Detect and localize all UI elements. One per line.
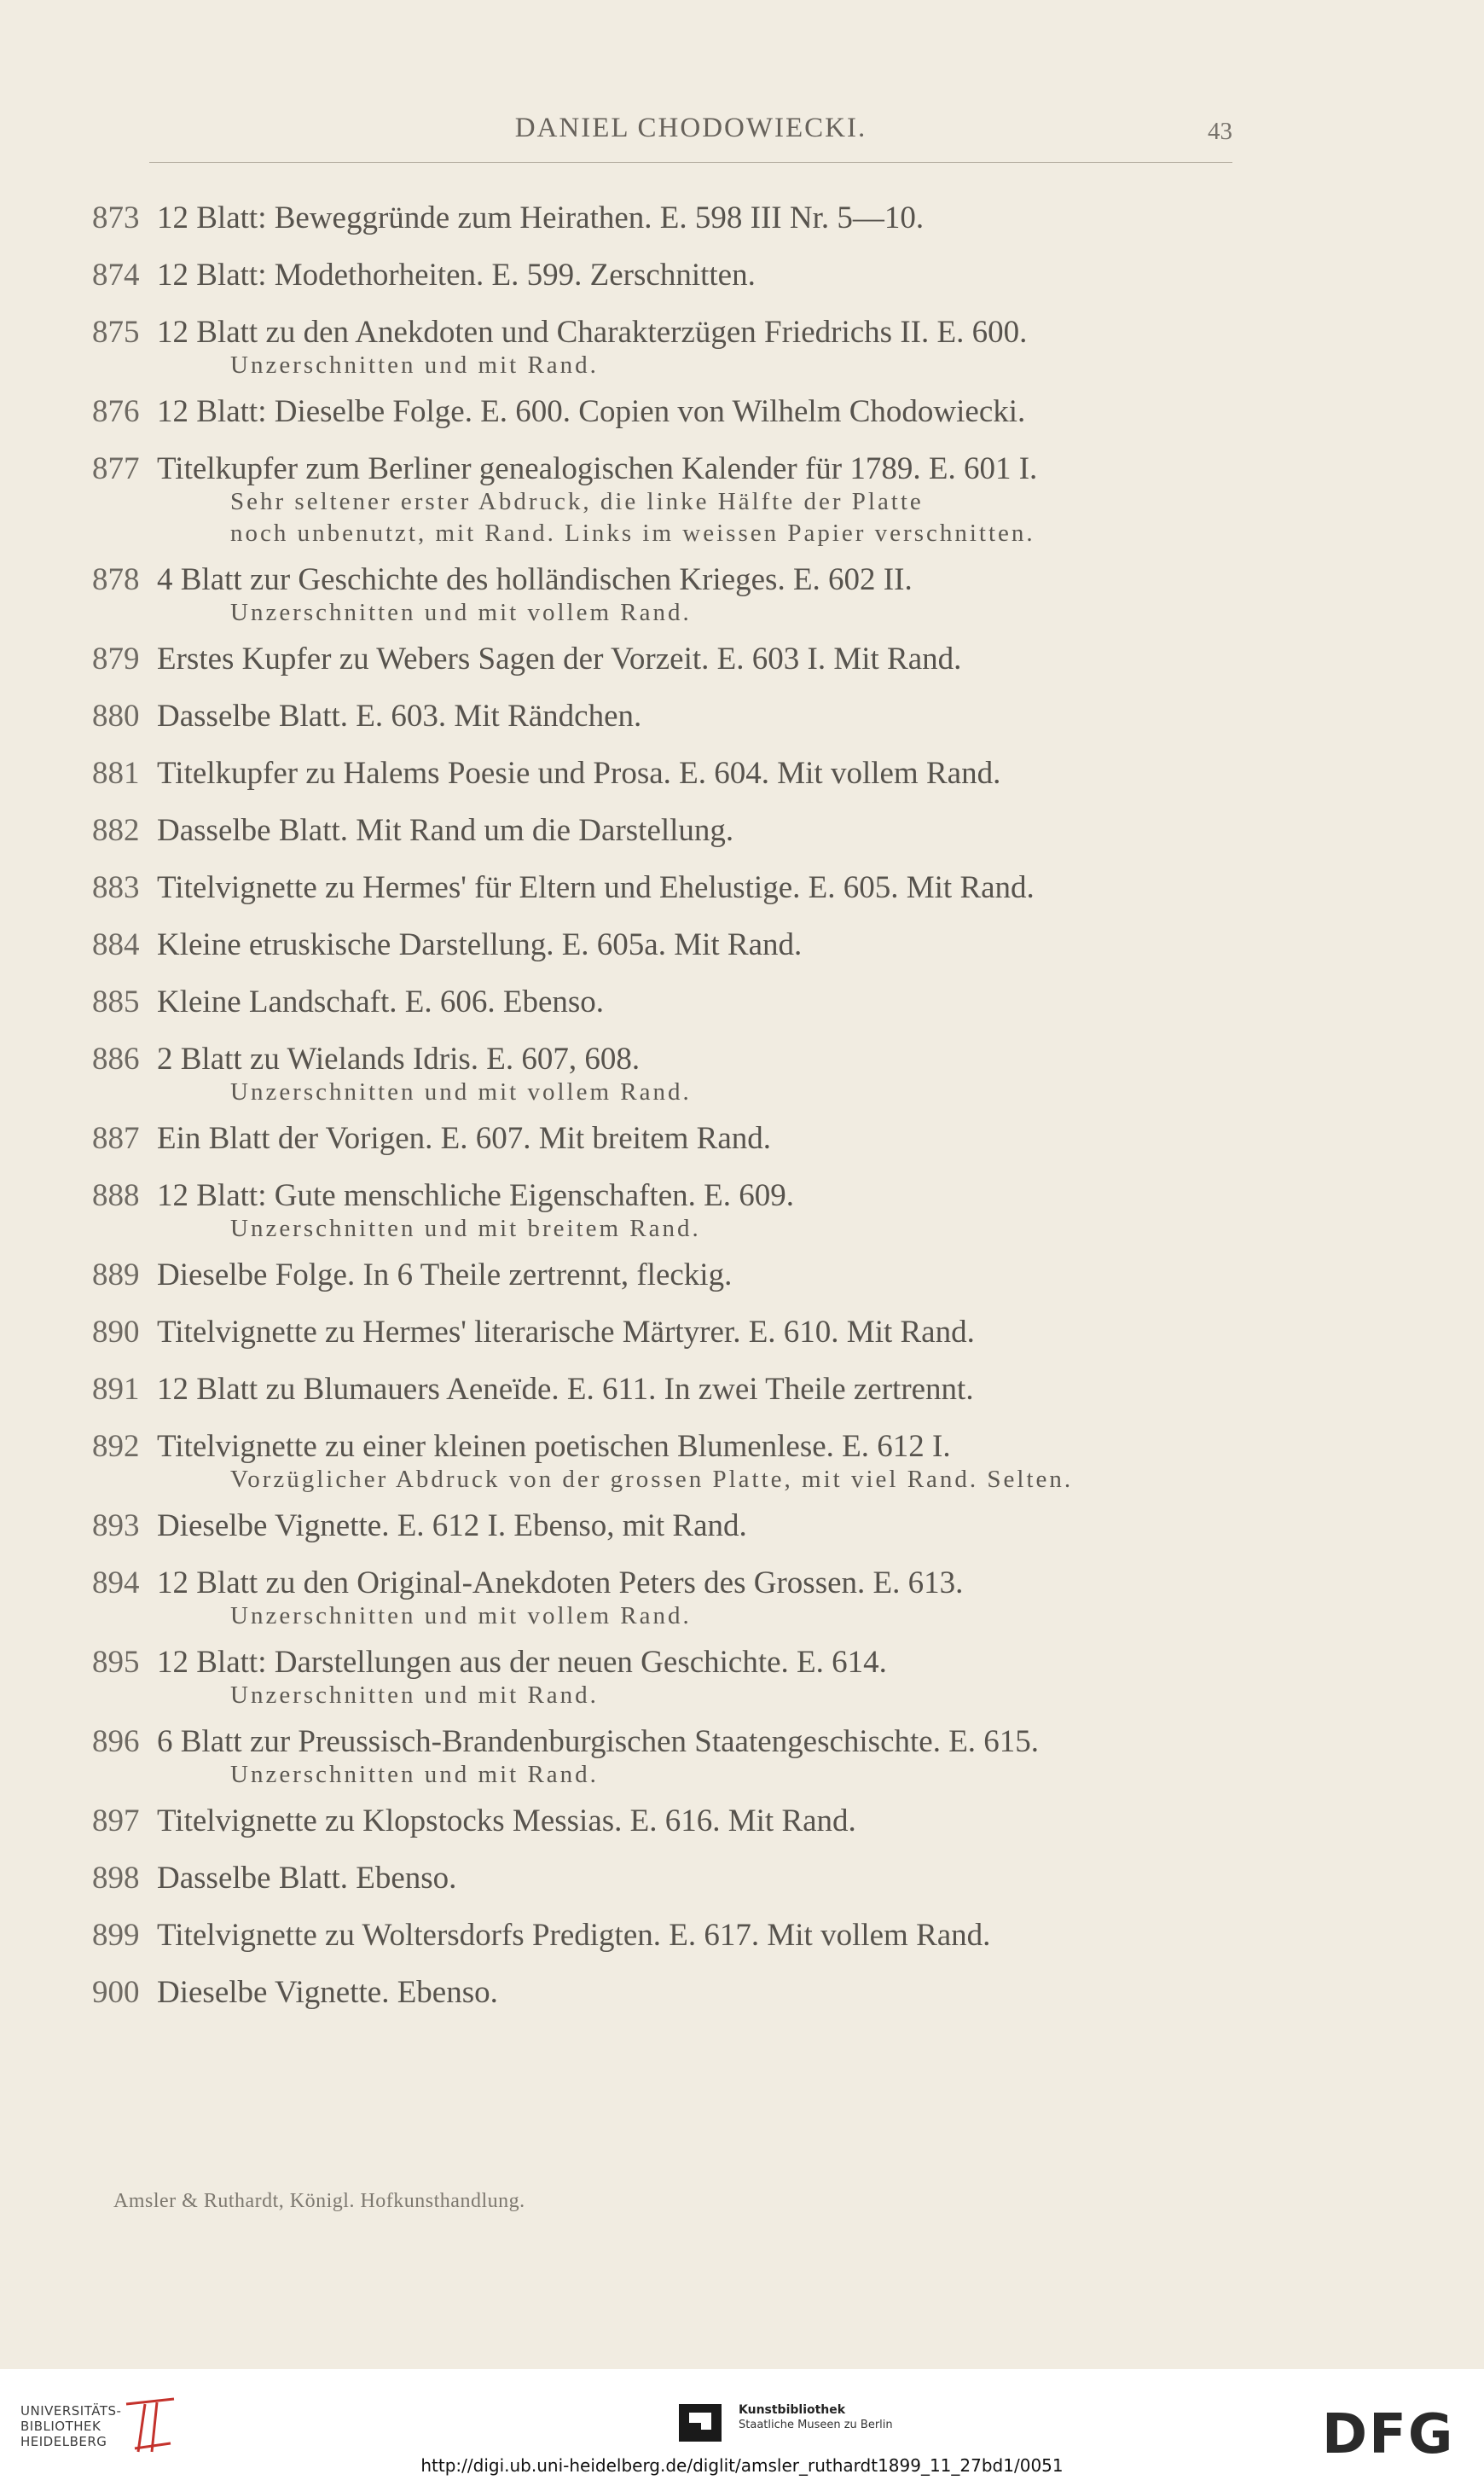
entry-line	[92, 1316, 1252, 1350]
page-number: 43	[1208, 118, 1232, 145]
catalogue-entry	[92, 258, 1252, 293]
entry-number: 877	[92, 451, 140, 486]
entry-line	[92, 1725, 1252, 1759]
entry-number: 897	[92, 1803, 140, 1838]
catalogue-entry	[92, 1566, 1252, 1632]
entry-line	[92, 1258, 1252, 1292]
catalogue-entry	[92, 452, 1252, 549]
entry-number: 874	[92, 258, 140, 293]
entry-text: Kleine etruskische Darstellung. E. 605a. Mit Rand.	[157, 927, 803, 962]
entry-text: Titelvignette zu Klopstocks Messias. E. 616. Mit Rand.	[157, 1803, 856, 1838]
catalogue-entry	[92, 1976, 1252, 2010]
entry-line	[92, 201, 1252, 235]
entry-text: 12 Blatt: Gute menschliche Eigenschaften. E. 609.	[157, 1178, 794, 1213]
catalogue-entry	[92, 201, 1252, 235]
entry-line	[92, 1646, 1252, 1680]
entry-number: 900	[92, 1975, 140, 2010]
entry-line	[92, 316, 1252, 350]
catalogue-entry	[92, 871, 1252, 905]
entry-text: Titelvignette zu Hermes' literarische Märtyrer. E. 610. Mit Rand.	[157, 1315, 975, 1350]
catalogue-entry	[92, 1258, 1252, 1292]
entry-line	[92, 1179, 1252, 1213]
entry-line	[92, 1804, 1252, 1838]
entry-line	[92, 1566, 1252, 1600]
entry-text: 12 Blatt: Beweggründe zum Heirathen. E. 598 III Nr. 5—10.	[157, 200, 925, 235]
entry-number: 888	[92, 1178, 140, 1213]
entry-number: 890	[92, 1315, 140, 1350]
entry-note: Unzerschnitten und mit breitem Rand.	[230, 1215, 701, 1242]
entry-number: 881	[92, 756, 140, 791]
catalogue-entry	[92, 1122, 1252, 1156]
entry-line	[92, 871, 1252, 905]
catalogue-entry	[92, 700, 1252, 734]
entry-text: Titelvignette zu Hermes' für Eltern und Ehelustige. E. 605. Mit Rand.	[157, 870, 1035, 905]
entry-number: 899	[92, 1918, 140, 1953]
catalogue-entry	[92, 928, 1252, 962]
publisher-line: Amsler & Ruthardt, Königl. Hofkunsthandlung.	[113, 2190, 525, 2212]
entry-text: Dasselbe Blatt. Mit Rand um die Darstellung.	[157, 813, 734, 848]
entry-note: Unzerschnitten und mit vollem Rand.	[230, 1602, 692, 1629]
entry-text: 6 Blatt zur Preussisch-Brandenburgischen Staatengeschischte. E. 615.	[157, 1724, 1040, 1759]
catalogue-entry	[92, 1861, 1252, 1896]
catalogue-entry	[92, 1509, 1252, 1543]
entry-line	[92, 1919, 1252, 1953]
library-name-line-2: BIBLIOTHEK	[20, 2419, 101, 2434]
entry-line	[92, 985, 1252, 1019]
entry-line	[92, 258, 1252, 293]
entry-note: Unzerschnitten und mit Rand.	[230, 351, 599, 379]
entry-text: 12 Blatt zu Blumauers Aeneïde. E. 611. In zwei Theile zertrennt.	[157, 1372, 974, 1407]
entry-text: 4 Blatt zur Geschichte des holländischen Krieges. E. 602 II.	[157, 562, 913, 597]
entry-number: 878	[92, 562, 140, 597]
entry-text: 12 Blatt: Dieselbe Folge. E. 600. Copien von Wilhelm Chodowiecki.	[157, 394, 1026, 429]
entry-number: 896	[92, 1724, 140, 1759]
library-emblem-icon	[119, 2396, 181, 2455]
catalogue-entry	[92, 1179, 1252, 1245]
entry-number: 884	[92, 927, 140, 962]
catalogue-entry	[92, 395, 1252, 429]
entry-number: 895	[92, 1645, 140, 1680]
kunstbibliothek-title: Kunstbibliothek	[739, 2403, 846, 2417]
catalogue-entry	[92, 1919, 1252, 1953]
entry-line	[92, 1430, 1252, 1464]
entry-number: 893	[92, 1508, 140, 1543]
entry-text: Dasselbe Blatt. Ebenso.	[157, 1861, 457, 1896]
dfg-logo[interactable]: DFG	[1322, 2403, 1455, 2466]
catalogue-entry	[92, 814, 1252, 848]
kunstbibliothek-subtitle: Staatliche Museen zu Berlin	[739, 2419, 893, 2431]
entry-note: Vorzüglicher Abdruck von der grossen Platte, mit viel Rand. Selten.	[230, 1466, 1074, 1493]
entry-note: Unzerschnitten und mit vollem Rand.	[230, 599, 692, 626]
entry-line	[92, 814, 1252, 848]
entry-line	[92, 642, 1252, 677]
catalogue-entry	[92, 1646, 1252, 1711]
entry-number: 889	[92, 1257, 140, 1292]
catalogue-entry	[92, 1725, 1252, 1791]
page-header	[149, 113, 1232, 163]
entry-number: 887	[92, 1121, 140, 1156]
entry-number: 885	[92, 984, 140, 1019]
entry-line	[92, 1976, 1252, 2010]
entry-text: 12 Blatt: Darstellungen aus der neuen Geschichte. E. 614.	[157, 1645, 887, 1680]
entry-number: 886	[92, 1042, 140, 1077]
library-logo[interactable]	[20, 2403, 121, 2449]
catalogue-entries	[92, 201, 1252, 2033]
entry-text: Dieselbe Folge. In 6 Theile zertrennt, fleckig.	[157, 1257, 733, 1292]
library-name-line-1: UNIVERSITÄTS-	[20, 2403, 122, 2419]
entry-number: 880	[92, 699, 140, 734]
entry-text: Titelvignette zu einer kleinen poetischen Blumenlese. E. 612 I.	[157, 1429, 951, 1464]
entry-line	[92, 928, 1252, 962]
entry-line	[92, 1509, 1252, 1543]
catalogue-entry	[92, 316, 1252, 381]
entry-note: Sehr seltener erster Abdruck, die linke Hälfte der Platte	[230, 488, 924, 515]
entry-text: Erstes Kupfer zu Webers Sagen der Vorzeit. E. 603 I. Mit Rand.	[157, 642, 962, 677]
entry-number: 883	[92, 870, 140, 905]
source-url[interactable]: http://digi.ub.uni-heidelberg.de/diglit/amsler_ruthardt1899_11_27bd1/0051	[420, 2455, 1064, 2476]
entry-line	[92, 1043, 1252, 1077]
entry-number: 882	[92, 813, 140, 848]
entry-number: 898	[92, 1861, 140, 1896]
entry-line	[92, 700, 1252, 734]
entry-text: 12 Blatt zu den Anekdoten und Charakterzügen Friedrichs II. E. 600.	[157, 315, 1028, 350]
catalogue-entry	[92, 1430, 1252, 1496]
catalogue-entry	[92, 1804, 1252, 1838]
entry-text: Titelvignette zu Woltersdorfs Predigten. E. 617. Mit vollem Rand.	[157, 1918, 991, 1953]
entry-line	[92, 1122, 1252, 1156]
entry-note: Unzerschnitten und mit vollem Rand.	[230, 1078, 692, 1106]
entry-number: 894	[92, 1565, 140, 1600]
entry-text: Ein Blatt der Vorigen. E. 607. Mit breitem Rand.	[157, 1121, 772, 1156]
entry-note: Unzerschnitten und mit Rand.	[230, 1681, 599, 1709]
entry-number: 879	[92, 642, 140, 677]
catalogue-entry	[92, 757, 1252, 791]
entry-note: Unzerschnitten und mit Rand.	[230, 1761, 599, 1788]
entry-text: 2 Blatt zu Wielands Idris. E. 607, 608.	[157, 1042, 641, 1077]
entry-line	[92, 563, 1252, 597]
catalogue-entry	[92, 1043, 1252, 1108]
entry-note: noch unbenutzt, mit Rand. Links im weissen Papier verschnitten.	[230, 520, 1035, 547]
entry-text: Titelkupfer zum Berliner genealogischen Kalender für 1789. E. 601 I.	[157, 451, 1038, 486]
entry-line	[92, 452, 1252, 486]
entry-text: Titelkupfer zu Halems Poesie und Prosa. E. 604. Mit vollem Rand.	[157, 756, 1001, 791]
entry-number: 891	[92, 1372, 140, 1407]
entry-number: 875	[92, 315, 140, 350]
running-title: DANIEL CHODOWIECKI.	[514, 113, 867, 143]
catalogue-entry	[92, 1316, 1252, 1350]
entry-text: 12 Blatt zu den Original-Anekdoten Peters des Grossen. E. 613.	[157, 1565, 964, 1600]
entry-number: 892	[92, 1429, 140, 1464]
catalogue-entry	[92, 985, 1252, 1019]
entry-line	[92, 757, 1252, 791]
entry-line	[92, 1373, 1252, 1407]
entry-line	[92, 395, 1252, 429]
entry-text: Dieselbe Vignette. E. 612 I. Ebenso, mit Rand.	[157, 1508, 747, 1543]
kunstbibliothek-emblem-icon	[679, 2404, 722, 2442]
entry-text: Dasselbe Blatt. E. 603. Mit Rändchen.	[157, 699, 642, 734]
entry-line	[92, 1861, 1252, 1896]
entry-text: 12 Blatt: Modethorheiten. E. 599. Zerschnitten.	[157, 258, 756, 293]
entry-number: 876	[92, 394, 140, 429]
catalogue-entry	[92, 1373, 1252, 1407]
entry-text: Dieselbe Vignette. Ebenso.	[157, 1975, 498, 2010]
library-name-line-3: HEIDELBERG	[20, 2434, 107, 2449]
catalogue-entry	[92, 563, 1252, 629]
catalogue-entry	[92, 642, 1252, 677]
entry-text: Kleine Landschaft. E. 606. Ebenso.	[157, 984, 605, 1019]
entry-number: 873	[92, 200, 140, 235]
